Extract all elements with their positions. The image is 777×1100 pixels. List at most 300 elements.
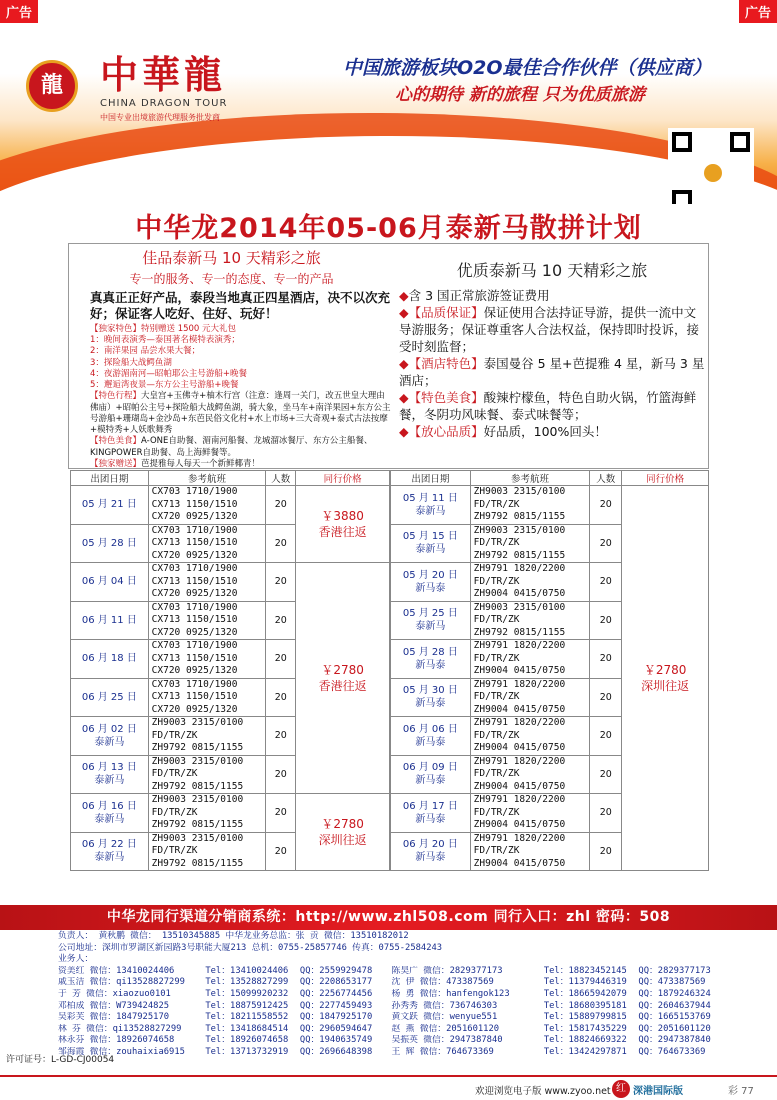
page-number: 彩 77 (728, 1086, 754, 1097)
departure-date (71, 717, 149, 756)
date-text: 06 月 18 日 (81, 653, 137, 665)
group-price (622, 486, 709, 871)
group-price (296, 563, 390, 794)
flight-info (148, 678, 266, 717)
flight-line: ZH9004 0415/0750 (473, 665, 566, 676)
ad-tag-left: 广告 (0, 0, 38, 23)
pax-count: 20 (590, 601, 622, 640)
gift-item: 2：南洋果园 品尝水果大餐； (90, 346, 201, 357)
date-text: 06 月 06 日 (402, 723, 458, 735)
table-row (71, 563, 390, 602)
flight-info (470, 794, 590, 833)
left-product-intro: 真真正正好产品，泰段当地真正四星酒店，决不以次充好；保证客人吃好、住好、玩好！ (90, 290, 391, 321)
staff-field: 赵 燕 微信：2051601120 (391, 1023, 500, 1034)
bonus-text: 芭提雅每人每天一个新鲜椰青！ (141, 459, 261, 469)
staff-field: 沈 伊 微信：473387569 (391, 977, 494, 988)
flight-line: ZH9003 2315/0100 (473, 601, 566, 613)
flight-line: ZH9003 2315/0100 (151, 832, 244, 844)
staff-field: QQ：764673369 (638, 1046, 706, 1057)
departure-date (391, 717, 471, 756)
flight-info (148, 601, 266, 640)
pax-count: 20 (266, 832, 296, 871)
flight-line: CX713 1150/1510 (151, 498, 238, 510)
flight-line: CX713 1150/1510 (151, 691, 238, 702)
pax-count: 20 (266, 563, 296, 602)
staff-field: 杨 勇 微信：hanfengok123 (391, 988, 510, 999)
staff-row (58, 1035, 728, 1047)
flight-line: CX703 1710/1900 (151, 601, 238, 613)
feature-label: 【品质保证】 (408, 305, 484, 320)
column-header-pax: 人数 (266, 471, 296, 486)
price-amount: ￥2780 (321, 817, 364, 831)
route-text: 泰新马 (94, 852, 125, 864)
edition-name: 深港国际版 (633, 1086, 683, 1097)
right-schedule-table (390, 470, 709, 871)
table-header-row (71, 471, 390, 486)
route-text: 泰新马 (94, 736, 125, 748)
flight-line: ZH9004 0415/0750 (473, 819, 566, 830)
left-product-panel (70, 246, 393, 470)
left-product-subheading: 专一的服务、专一的态度、专一的产品 (129, 272, 334, 286)
logo-english-name: CHINA DRAGON TOUR (100, 98, 228, 109)
flight-info (148, 794, 266, 833)
staff-row (58, 1012, 728, 1024)
staff-field: QQ：2277459493 (299, 1000, 373, 1011)
flight-line: CX713 1150/1510 (151, 652, 238, 664)
staff-field: QQ：2208653177 (299, 977, 373, 988)
right-product-heading: 优质泰新马 10 天精彩之旅 (456, 261, 648, 280)
staff-field: QQ：2960594647 (299, 1023, 373, 1034)
gift-item: 1：晚间表演秀—泰国著名模特表演秀； (90, 335, 240, 346)
staff-field: QQ：2829377173 (638, 965, 711, 976)
hong-badge-icon: 红 (612, 1080, 630, 1098)
flight-info (148, 640, 266, 679)
flight-line: FD/TR/ZK (473, 575, 520, 587)
departure-date (71, 524, 149, 563)
date-text: 05 月 30 日 (402, 685, 458, 697)
date-text: 06 月 13 日 (81, 762, 137, 774)
pax-count: 20 (266, 678, 296, 717)
staff-row (58, 1024, 728, 1036)
gift-item: 4：夜游湄南河—昭帕耶公主号游船+晚餐 (90, 368, 248, 379)
pax-count: 20 (266, 486, 296, 525)
flight-line: ZH9792 0815/1155 (151, 857, 244, 869)
china-dragon-logo (20, 38, 350, 122)
gift-list (70, 324, 393, 391)
route-text: 新马泰 (415, 852, 446, 864)
feature-label: 【特色美食】 (408, 390, 484, 405)
pax-count: 20 (590, 794, 622, 833)
staff-field: 孙秀秀 微信：736746303 (391, 1000, 498, 1011)
column-header-price: 同行价格 (622, 471, 709, 486)
flight-line: CX720 0925/1320 (151, 549, 238, 561)
flight-line: ZH9003 2315/0100 (151, 794, 244, 805)
flight-line: FD/TR/ZK (473, 691, 520, 702)
feature-label: 【酒店特色】 (408, 356, 484, 371)
route-text: 新马泰 (415, 698, 446, 710)
route-text: 泰新马 (94, 813, 125, 825)
staff-field: QQ：2947387840 (638, 1035, 711, 1046)
date-text: 06 月 11 日 (81, 614, 137, 626)
staff-field: Tel：18680395181 (543, 1000, 627, 1011)
flight-info (148, 755, 266, 794)
itinerary-label: 【特色行程】 (90, 391, 142, 402)
right-feature-list (397, 287, 707, 440)
diamond-bullet-icon: ◆ (399, 424, 409, 439)
feature-text: 含 3 国正常旅游签证费用 (408, 288, 550, 303)
feature-label: 【放心品质】 (408, 424, 484, 439)
staff-field: Tel：15889799815 (543, 1012, 627, 1023)
pax-count: 20 (266, 640, 296, 679)
staff-field: QQ：1665153769 (638, 1012, 711, 1023)
page-title: 中华龙2014年05-06月泰新马散拼计划 (135, 213, 642, 244)
browse-link[interactable]: 欢迎浏览电子版 www.zyoo.net (475, 1086, 611, 1097)
flight-line: ZH9791 1820/2200 (473, 755, 566, 767)
staff-field: 于 芳 微信：xiaozuo0101 (58, 988, 171, 999)
departure-date (391, 640, 471, 679)
date-text: 05 月 20 日 (402, 569, 458, 581)
date-text: 05 月 28 日 (81, 537, 137, 549)
staff-field: QQ：1940635749 (299, 1035, 373, 1046)
diamond-bullet-icon: ◆ (399, 356, 409, 371)
flight-line: FD/TR/ZK (151, 729, 198, 741)
flight-line: FD/TR/ZK (473, 498, 520, 510)
flight-line: CX713 1150/1510 (151, 614, 238, 625)
departure-date (391, 524, 471, 563)
staff-row (58, 977, 728, 989)
gift-item: 5：邂逅湾夜景—东方公主号游船+晚餐 (90, 380, 239, 391)
departure-date (391, 563, 471, 602)
table-row (71, 486, 390, 525)
flight-line: CX720 0925/1320 (151, 626, 238, 638)
pax-count: 20 (266, 717, 296, 756)
column-header-date: 出团日期 (391, 471, 471, 486)
flight-info (148, 563, 266, 602)
flight-line: ZH9004 0415/0750 (473, 857, 566, 869)
right-feature-item (397, 389, 707, 423)
food-section (70, 436, 393, 459)
flight-line: FD/TR/ZK (151, 845, 198, 856)
price-amount: ￥2780 (643, 663, 687, 677)
flight-line: CX720 0925/1320 (151, 588, 238, 599)
contact-line: 业务人： (58, 954, 94, 965)
departure-date (71, 486, 149, 525)
flight-line: ZH9003 2315/0100 (473, 486, 566, 497)
right-feature-item (397, 355, 707, 389)
flight-info (470, 832, 590, 871)
column-header-flight: 参考航班 (148, 471, 266, 486)
date-text: 06 月 04 日 (81, 576, 137, 588)
column-header-date: 出团日期 (71, 471, 149, 486)
feature-text: 泰国曼谷 5 星+芭提雅 4 星，新马 3 星酒店； (399, 356, 705, 388)
gift-item: 3：探险船大战鳄鱼湖 (90, 357, 172, 368)
logo-chinese-name: 中華龍 (100, 52, 227, 97)
date-text: 06 月 02 日 (81, 723, 137, 735)
staff-field: Tel：15817435229 (543, 1023, 627, 1034)
departure-date (71, 755, 149, 794)
staff-field: QQ：2696648398 (299, 1046, 373, 1057)
flight-line: ZH9792 0815/1155 (473, 511, 566, 522)
flight-info (470, 486, 590, 525)
table-row (391, 486, 709, 525)
departure-date (71, 640, 149, 679)
staff-field: QQ：1847925170 (299, 1012, 373, 1023)
staff-field: Tel：13424297871 (543, 1046, 627, 1057)
right-feature-item (397, 287, 707, 304)
flight-line: CX703 1710/1900 (151, 640, 238, 651)
flight-line: ZH9791 1820/2200 (473, 717, 566, 728)
staff-field: QQ：1879246324 (638, 988, 711, 999)
food-text: A-ONE自助餐、湄南河船餐、龙城溜冰餐厅、东方公主船餐、KINGPOWER自助餐、岛上海鲜餐等。 (90, 436, 373, 458)
staff-field: 资美红 微信：13410024406 (58, 965, 175, 976)
route-text: 新马泰 (415, 582, 446, 594)
bonus-label: 【独家赠送】 (90, 459, 142, 469)
route-text: 泰新马 (94, 775, 125, 787)
flight-info (148, 486, 266, 525)
staff-field: QQ：2559929478 (299, 965, 373, 976)
left-schedule-table (70, 470, 390, 871)
right-feature-item (397, 304, 707, 355)
logo-subtitle: 中国专业出境旅游代理服务批发商 (100, 113, 220, 122)
flight-line: CX713 1150/1510 (151, 575, 238, 587)
flight-line: FD/TR/ZK (473, 652, 520, 664)
departure-date (71, 794, 149, 833)
staff-field: Tel：13418684514 (205, 1023, 289, 1034)
flight-line: FD/TR/ZK (473, 806, 520, 818)
pax-count: 20 (266, 755, 296, 794)
date-text: 06 月 22 日 (81, 839, 137, 851)
column-header-pax: 人数 (590, 471, 622, 486)
table-row (71, 794, 390, 833)
flight-line: FD/TR/ZK (473, 614, 520, 625)
flight-line: FD/TR/ZK (473, 768, 520, 779)
staff-field: 林永芬 微信：18926074658 (58, 1035, 175, 1046)
column-header-flight: 参考航班 (470, 471, 590, 486)
departure-date (71, 678, 149, 717)
flight-line: ZH9791 1820/2200 (473, 832, 566, 844)
diamond-bullet-icon: ◆ (399, 390, 409, 405)
date-text: 05 月 15 日 (402, 531, 458, 543)
flight-line: CX703 1710/1900 (151, 486, 238, 497)
license-number: 许可证号：L-GD-CJ00054 (6, 1055, 115, 1065)
flight-line: ZH9004 0415/0750 (473, 780, 566, 792)
staff-field: Tel：15099920232 (205, 988, 289, 999)
flight-line: ZH9792 0815/1155 (151, 780, 244, 792)
staff-row (58, 1047, 728, 1059)
diamond-bullet-icon: ◆ (399, 305, 409, 320)
staff-field: Tel：13410024406 (205, 965, 289, 976)
staff-field: Tel：13528827299 (205, 977, 289, 988)
pax-count: 20 (590, 755, 622, 794)
departure-date (71, 563, 149, 602)
flight-line: FD/TR/ZK (151, 768, 198, 779)
staff-field: QQ：2604637944 (638, 1000, 711, 1011)
route-text: 新马泰 (415, 775, 446, 787)
departure-date (71, 832, 149, 871)
date-text: 05 月 25 日 (402, 608, 458, 620)
staff-field: 林 芬 微信：qi13528827299 (58, 1023, 182, 1034)
flight-info (148, 832, 266, 871)
contact-line: 负责人： 黄秋鹏 微信： 13510345885 中华龙业务总监：张 贡 微信：13510182012 (58, 931, 409, 941)
flight-info (470, 601, 590, 640)
flight-line: FD/TR/ZK (473, 729, 520, 741)
flight-line: ZH9791 1820/2200 (473, 794, 566, 805)
flight-info (470, 755, 590, 794)
flight-info (470, 678, 590, 717)
pax-count: 20 (266, 794, 296, 833)
column-header-price: 同行价格 (296, 471, 390, 486)
staff-field: Tel：18823452145 (543, 965, 627, 976)
staff-field: 邓柏成 微信：W739424825 (58, 1000, 170, 1011)
flight-line: ZH9792 0815/1155 (151, 742, 244, 753)
staff-field: Tel：13713732919 (205, 1046, 289, 1057)
staff-field: Tel：18665942079 (543, 988, 627, 999)
departure-date (71, 601, 149, 640)
group-price (296, 794, 390, 871)
flight-line: ZH9792 0815/1155 (473, 626, 566, 638)
staff-row (58, 989, 728, 1001)
flight-info (148, 524, 266, 563)
staff-field: 王 辉 微信：764673369 (391, 1046, 494, 1057)
staff-field: 吴振英 微信：2947387840 (391, 1035, 503, 1046)
date-text: 05 月 21 日 (81, 499, 137, 511)
flight-line: CX703 1710/1900 (151, 524, 238, 536)
date-text: 06 月 17 日 (402, 800, 458, 812)
flight-line: ZH9792 0815/1155 (473, 549, 566, 561)
departure-date (391, 794, 471, 833)
dragon-seal-icon: 龍 (26, 60, 78, 112)
flight-line: ZH9792 0815/1155 (151, 819, 244, 830)
itinerary-text: 大皇宫+玉佛寺+柚木行宫（注意：逢周一关门，改五世皇大理由佛庙）+昭帕公主号+探险船大战鳄鱼湖，骑大象，坐马车+南洋果园+东方公主号游船+珊瑚岛+金沙岛+东芭民俗文化村+水上市场+三大奇观+泰式古法按摩+模特秀+人妖歌舞秀 (90, 391, 391, 436)
pax-count: 20 (590, 524, 622, 563)
pax-count: 20 (590, 678, 622, 717)
staff-field: 陈昊广 微信：2829377173 (391, 965, 503, 976)
left-product-heading: 佳品泰新马 10 天精彩之旅 (142, 249, 321, 267)
flight-line: CX703 1710/1900 (151, 678, 238, 690)
price-note: 深圳往返 (641, 679, 690, 693)
pax-count: 20 (590, 640, 622, 679)
bonus-section (70, 459, 393, 470)
table-header-row (391, 471, 709, 486)
date-text: 05 月 11 日 (402, 492, 458, 504)
flight-line: CX713 1150/1510 (151, 537, 238, 548)
gift-title: 【独家特色】特别赠送 1500 元大礼包 (90, 324, 237, 334)
flight-line: ZH9791 1820/2200 (473, 563, 566, 574)
flight-line: ZH9004 0415/0750 (473, 588, 566, 599)
date-text: 06 月 25 日 (81, 691, 137, 703)
route-text: 新马泰 (415, 659, 446, 671)
qr-code-icon[interactable] (668, 128, 754, 204)
flight-info (470, 524, 590, 563)
contact-line: 公司地址：深圳市罗湖区新园路3号职能大厦213 总机：0755-25857746 传真：0755-2584243 (58, 942, 443, 953)
flight-line: ZH9791 1820/2200 (473, 678, 566, 690)
flight-line: FD/TR/ZK (473, 537, 520, 548)
staff-field: 邹海霞 微信：zouhaixia6915 (58, 1046, 185, 1057)
flight-line: ZH9003 2315/0100 (151, 717, 244, 728)
price-amount: ￥3880 (321, 509, 364, 523)
page-footer (0, 1075, 777, 1100)
route-text: 新马泰 (415, 813, 446, 825)
distribution-system-banner[interactable]: 中华龙同行渠道分销商系统：http://www.zhl508.com 同行入口：zhl 密码：508 (0, 905, 777, 930)
flight-info (470, 563, 590, 602)
pax-count: 20 (590, 832, 622, 871)
staff-field: QQ：2051601120 (638, 1023, 711, 1034)
flight-line: CX703 1710/1900 (151, 563, 238, 574)
ad-tag-right: 广告 (739, 0, 777, 23)
flight-line: ZH9004 0415/0750 (473, 703, 566, 715)
feature-text: 酸辣柠檬鱼，特色自助火锅，竹篮海鲜餐，冬阴功风味餐、泰式味餐等； (399, 390, 697, 422)
flight-line: CX720 0925/1320 (151, 665, 238, 676)
diamond-bullet-icon: ◆ (399, 288, 409, 303)
pax-count: 20 (266, 601, 296, 640)
departure-date (391, 601, 471, 640)
departure-date (391, 755, 471, 794)
staff-field: Tel：11379446319 (543, 977, 627, 988)
right-feature-item (397, 423, 707, 440)
flight-line: ZH9791 1820/2200 (473, 640, 566, 651)
date-text: 06 月 16 日 (81, 800, 137, 812)
staff-field: Tel：18875912425 (205, 1000, 289, 1011)
price-amount: ￥2780 (321, 663, 364, 677)
date-text: 06 月 20 日 (402, 839, 458, 851)
flight-line: FD/TR/ZK (473, 845, 520, 856)
departure-date (391, 678, 471, 717)
staff-field: 吴彩芙 微信：1847925170 (58, 1012, 170, 1023)
feature-text: 保证使用合法持证导游，提供一流中文导游服务；保证尊重客人合法权益，保持即时投诉，接受时刻监督； (399, 305, 700, 354)
flight-info (470, 717, 590, 756)
staff-row (58, 1001, 728, 1013)
feature-text: 好品质，100%回头！ (483, 424, 607, 439)
flight-line: FD/TR/ZK (151, 806, 198, 818)
flight-line: ZH9003 2315/0100 (473, 524, 566, 536)
route-text: 泰新马 (415, 544, 446, 556)
flight-info (148, 717, 266, 756)
staff-field: Tel：18926074658 (205, 1035, 289, 1046)
staff-row (58, 966, 728, 978)
pax-count: 20 (590, 563, 622, 602)
staff-field: Tel：18824669322 (543, 1035, 627, 1046)
group-price (296, 486, 390, 563)
itinerary-section (70, 391, 393, 436)
route-text: 泰新马 (415, 505, 446, 517)
staff-field: 黄文跃 微信：wenyue551 (391, 1012, 498, 1023)
date-text: 05 月 28 日 (402, 646, 458, 658)
slogan-secondary: 心的期待 新的旅程 只为优质旅游 (395, 85, 645, 105)
pax-count: 20 (590, 486, 622, 525)
route-text: 新马泰 (415, 736, 446, 748)
staff-field: 戚玉洁 微信：qi13528827299 (58, 977, 185, 988)
flight-line: ZH9004 0415/0750 (473, 742, 566, 753)
price-note: 香港往返 (318, 679, 367, 693)
staff-field: QQ：2256774456 (299, 988, 373, 999)
right-product-panel (397, 246, 707, 440)
food-label: 【特色美食】 (90, 436, 142, 447)
header-banner (0, 18, 777, 204)
staff-field: Tel：18211558552 (205, 1012, 289, 1023)
date-text: 06 月 09 日 (402, 762, 458, 774)
departure-date (391, 832, 471, 871)
departure-date (391, 486, 471, 525)
flight-line: CX720 0925/1320 (151, 703, 238, 715)
slogan-primary: 中国旅游板块O2O最佳合作伙伴（供应商） (343, 57, 712, 79)
pax-count: 20 (266, 524, 296, 563)
flight-line: CX720 0925/1320 (151, 511, 238, 522)
price-note: 香港往返 (318, 525, 367, 539)
staff-list (58, 966, 728, 1059)
contact-section (58, 931, 728, 1059)
flight-info (470, 640, 590, 679)
price-note: 深圳往返 (318, 833, 367, 847)
